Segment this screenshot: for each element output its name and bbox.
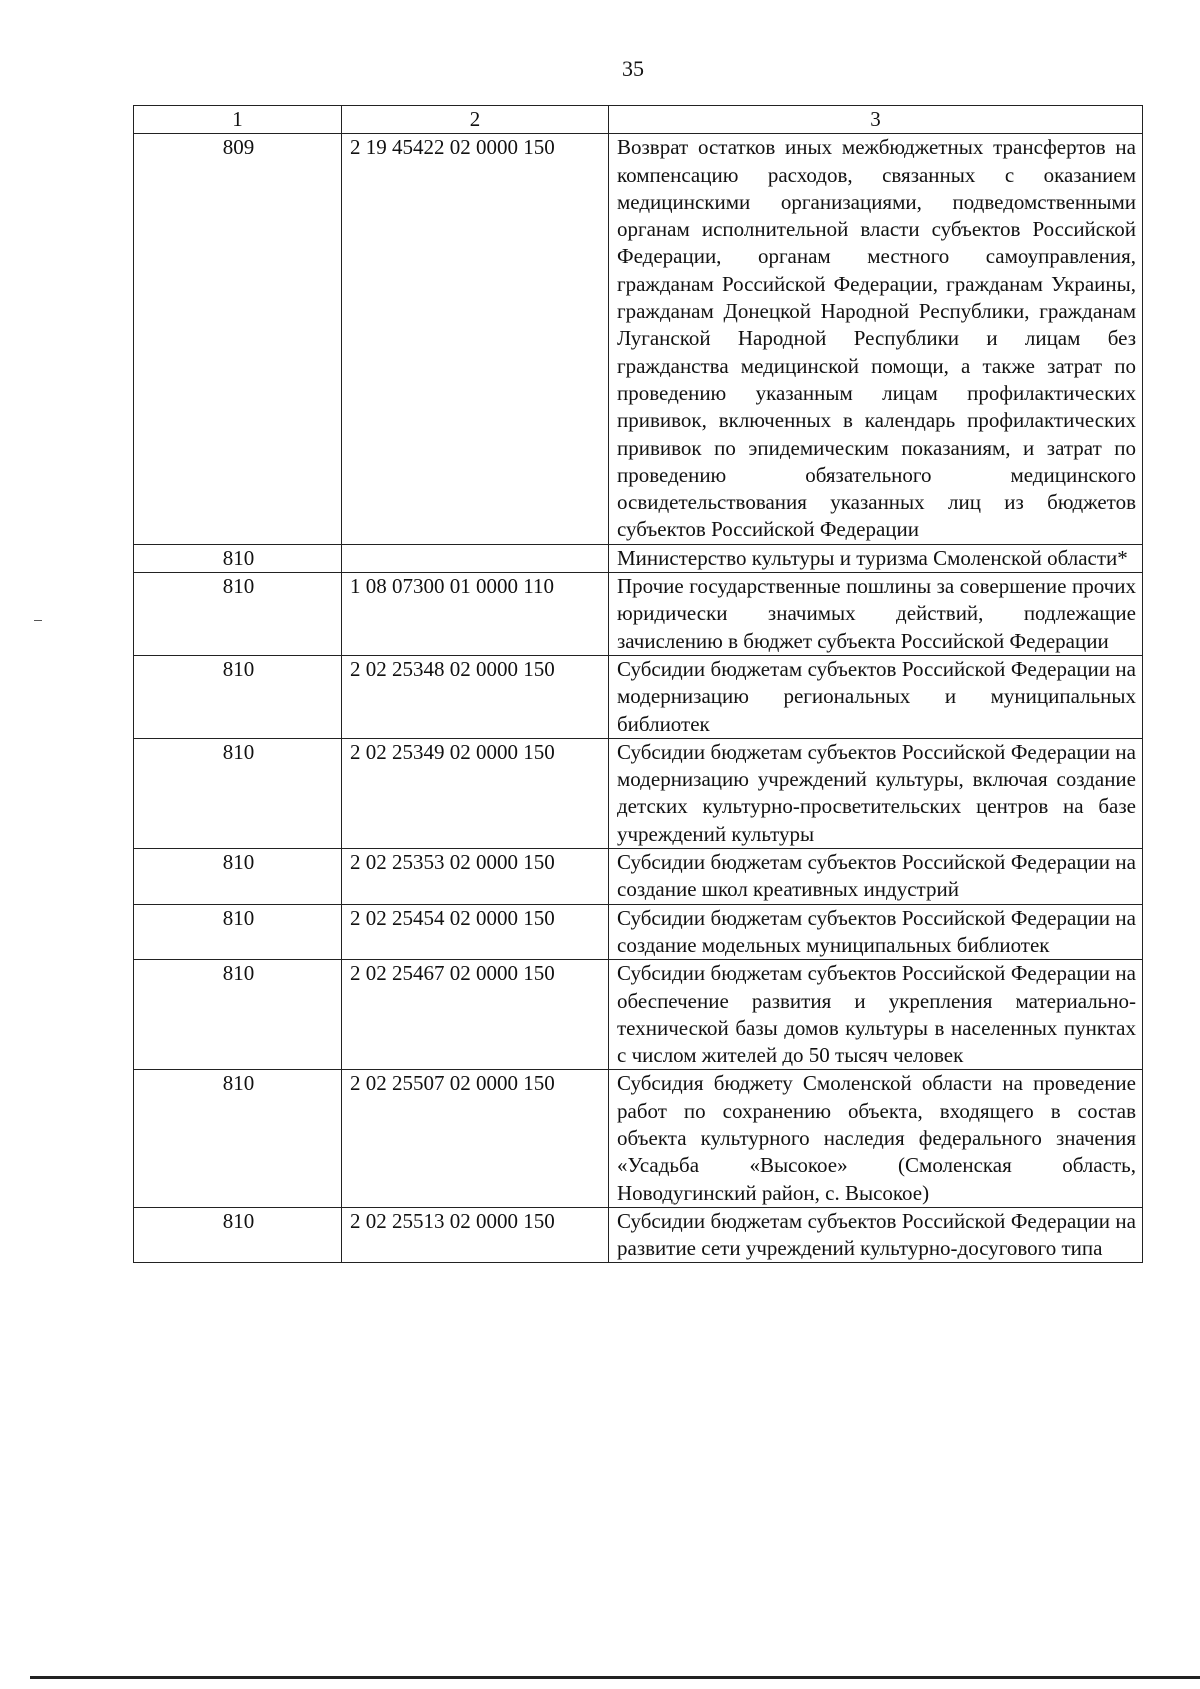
income-code-cell: 2 02 25454 02 0000 150 — [342, 904, 609, 960]
admin-code-cell: 810 — [134, 655, 342, 738]
table-row — [134, 1207, 1143, 1263]
income-code-cell: 1 08 07300 01 0000 110 — [342, 573, 609, 656]
admin-code-cell: 809 — [134, 134, 342, 544]
income-code-cell: 2 19 45422 02 0000 150 — [342, 134, 609, 544]
income-code-cell: 2 02 25349 02 0000 150 — [342, 738, 609, 848]
income-code-cell: 2 02 25507 02 0000 150 — [342, 1070, 609, 1207]
description-cell: Прочие государственные пошлины за совершение прочих юридически значимых действий, подлежащие зачислению в бюджет субъекта Российской Федерации — [609, 573, 1143, 656]
budget-classification-table — [133, 105, 1143, 1263]
description-cell: Субсидии бюджетам субъектов Российской Федерации на создание модельных муниципальных библиотек — [609, 904, 1143, 960]
table-row — [134, 655, 1143, 738]
table-row — [134, 849, 1143, 905]
page-number: 35 — [622, 56, 644, 81]
table-row — [134, 904, 1143, 960]
description-cell: Субсидии бюджетам субъектов Российской Федерации на модернизацию региональных и муниципальных библиотек — [609, 655, 1143, 738]
table-row — [134, 960, 1143, 1070]
income-code-cell — [342, 544, 609, 572]
admin-code-cell: 810 — [134, 849, 342, 905]
table-row — [134, 544, 1143, 572]
table-row — [134, 738, 1143, 848]
table-header-row — [134, 106, 1143, 134]
admin-code-cell: 810 — [134, 573, 342, 656]
bottom-rule — [30, 1676, 1200, 1679]
admin-code-cell: 810 — [134, 1070, 342, 1207]
column-header-3: 3 — [609, 106, 1143, 134]
description-cell: Возврат остатков иных межбюджетных трансфертов на компенсацию расходов, связанных с оказанием медицинскими организациями, подведомственными органам исполнительной власти субъектов Российской Федерации, органам местного самоуправления, гражданам Российской Федерации, гражданам Украины, гражданам Донецкой Народной Республики, гражданам Луганской Народной Республики и лицам без гражданства медицинской помощи, а также затрат по проведению указанным лицам профилактических прививок, включенных в календарь профилактических прививок по эпидемическим показаниям, и затрат по проведению обязательного медицинского освидетельствования указанных лиц из бюджетов субъектов Российской Федерации — [609, 134, 1143, 544]
admin-code-cell: 810 — [134, 1207, 342, 1263]
description-cell: Субсидия бюджету Смоленской области на проведение работ по сохранению объекта, входящего в состав объекта культурного наследия федерального значения «Усадьба «Высокое» (Смоленская область, Новодугинский район, с. Высокое) — [609, 1070, 1143, 1207]
income-code-cell: 2 02 25513 02 0000 150 — [342, 1207, 609, 1263]
admin-code-cell: 810 — [134, 738, 342, 848]
table-row — [134, 573, 1143, 656]
description-cell: Субсидии бюджетам субъектов Российской Федерации на модернизацию учреждений культуры, включая создание детских культурно-просветительских центров на базе учреждений культуры — [609, 738, 1143, 848]
column-header-2: 2 — [342, 106, 609, 134]
margin-mark — [34, 620, 42, 621]
income-code-cell: 2 02 25353 02 0000 150 — [342, 849, 609, 905]
admin-code-cell: 810 — [134, 904, 342, 960]
admin-code-cell: 810 — [134, 960, 342, 1070]
column-header-1: 1 — [134, 106, 342, 134]
description-cell: Субсидии бюджетам субъектов Российской Федерации на обеспечение развития и укрепления материально-технической базы домов культуры в населенных пунктах с числом жителей до 50 тысяч человек — [609, 960, 1143, 1070]
table-row — [134, 1070, 1143, 1207]
description-cell: Субсидии бюджетам субъектов Российской Федерации на создание школ креативных индустрий — [609, 849, 1143, 905]
description-cell: Министерство культуры и туризма Смоленской области* — [609, 544, 1143, 572]
income-code-cell: 2 02 25467 02 0000 150 — [342, 960, 609, 1070]
table-row — [134, 134, 1143, 544]
admin-code-cell: 810 — [134, 544, 342, 572]
income-code-cell: 2 02 25348 02 0000 150 — [342, 655, 609, 738]
description-cell: Субсидии бюджетам субъектов Российской Федерации на развитие сети учреждений культурно-досугового типа — [609, 1207, 1143, 1263]
